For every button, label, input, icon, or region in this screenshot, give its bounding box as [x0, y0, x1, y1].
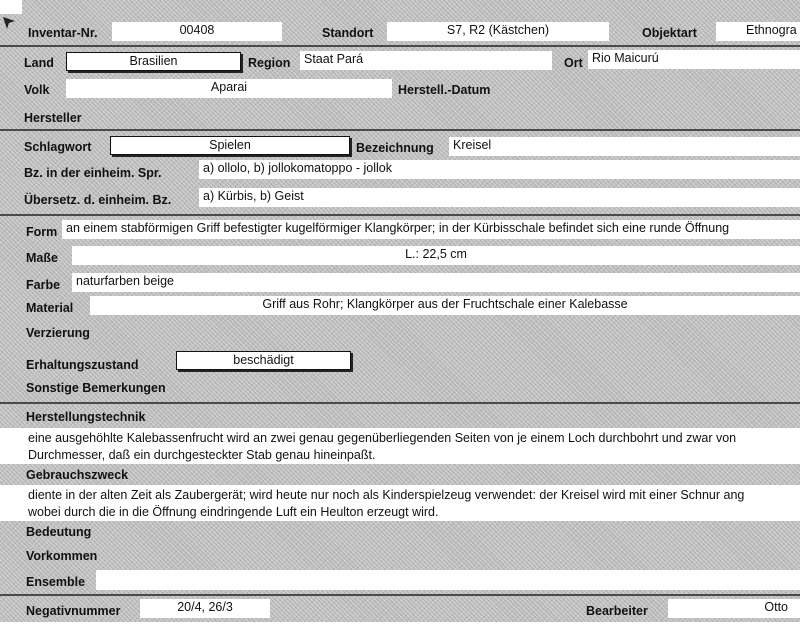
herstellungstechnik-line1[interactable]: eine ausgehöhlte Kalebassenfrucht wird an zwei genau gegenüberliegenden Seiten von je einem Loch durchbohrt und zwar von	[28, 431, 737, 445]
corner-mark-icon	[2, 16, 16, 30]
bottom-margin	[0, 622, 800, 641]
divider	[0, 214, 800, 216]
herstellungstechnik-line2[interactable]: Durchmesser, daß ein durchgesteckter Stab genau hineinpaßt.	[28, 448, 376, 462]
bz-label: Bz. in der einheim. Spr.	[24, 166, 162, 180]
objektart-label: Objektart	[642, 26, 697, 40]
masse-value[interactable]: L.: 22,5 cm	[72, 246, 800, 265]
schlagwort-label: Schlagwort	[24, 140, 92, 154]
objektart-value[interactable]: Ethnogra	[716, 22, 800, 41]
inventar-value[interactable]: 00408	[112, 22, 282, 41]
negativ-label: Negativnummer	[26, 604, 121, 618]
ort-value[interactable]: Rio Maicurú	[588, 50, 800, 69]
volk-label: Volk	[24, 83, 50, 97]
region-value[interactable]: Staat Pará	[300, 51, 552, 70]
land-value[interactable]: Brasilien	[66, 52, 241, 71]
farbe-value[interactable]: naturfarben beige	[72, 273, 800, 292]
divider	[0, 45, 800, 47]
divider	[0, 594, 800, 596]
material-label: Material	[26, 301, 74, 315]
ort-label: Ort	[564, 56, 583, 70]
uebersetz-label: Übersetz. d. einheim. Bz.	[24, 193, 172, 207]
sonstige-label: Sonstige Bemerkungen	[26, 381, 166, 395]
standort-value[interactable]: S7, R2 (Kästchen)	[387, 22, 609, 41]
region-label: Region	[248, 56, 291, 70]
bedeutung-label: Bedeutung	[26, 525, 92, 539]
land-label: Land	[24, 56, 54, 70]
bearbeiter-label: Bearbeiter	[586, 604, 648, 618]
masse-label: Maße	[26, 251, 58, 265]
form-label: Form	[26, 225, 58, 239]
farbe-label: Farbe	[26, 278, 61, 292]
standort-label: Standort	[322, 26, 374, 40]
gebrauchszweck-line2[interactable]: wobei durch die in die Öffnung eindringende Luft ein Heulton erzeugt wird.	[28, 505, 439, 519]
gebrauchszweck-line1[interactable]: diente in der alten Zeit als Zaubergerät; wird heute nur noch als Kinderspielzeug verwendet: der Kreisel wird mit einer Schnur ang	[28, 488, 745, 502]
form-value[interactable]: an einem stabförmigen Griff befestigter kugelförmiger Klangkörper; in der Kürbisschale befindet sich eine runde Öffnung	[62, 220, 800, 239]
negativ-value[interactable]: 20/4, 26/3	[140, 599, 270, 618]
volk-value[interactable]: Aparai	[66, 79, 392, 98]
bz-value[interactable]: a) ollolo, b) jollokomatoppo - jollok	[199, 160, 800, 179]
vorkommen-label: Vorkommen	[26, 549, 98, 563]
bezeichnung-value[interactable]: Kreisel	[449, 137, 800, 156]
schlagwort-value[interactable]: Spielen	[110, 136, 350, 155]
ensemble-label: Ensemble	[26, 575, 86, 589]
gebrauchszweck-label: Gebrauchszweck	[26, 468, 129, 482]
inventar-label: Inventar-Nr.	[28, 26, 98, 40]
erhaltung-label: Erhaltungszustand	[26, 358, 139, 372]
verzierung-label: Verzierung	[26, 326, 90, 340]
erhaltung-value[interactable]: beschädigt	[176, 351, 351, 370]
material-value[interactable]: Griff aus Rohr; Klangkörper aus der Fruchtschale einer Kalebasse	[90, 296, 800, 315]
herstellungstechnik-label: Herstellungstechnik	[26, 410, 146, 424]
herstelldatum-label: Herstell.-Datum	[398, 83, 491, 97]
bearbeiter-value[interactable]: Otto	[668, 599, 800, 618]
hersteller-label: Hersteller	[24, 111, 82, 125]
ensemble-value[interactable]	[96, 570, 800, 590]
uebersetz-value[interactable]: a) Kürbis, b) Geist	[199, 188, 800, 207]
divider	[0, 402, 800, 404]
paper-corner	[0, 0, 22, 14]
divider	[0, 129, 800, 131]
bezeichnung-label: Bezeichnung	[356, 141, 434, 155]
